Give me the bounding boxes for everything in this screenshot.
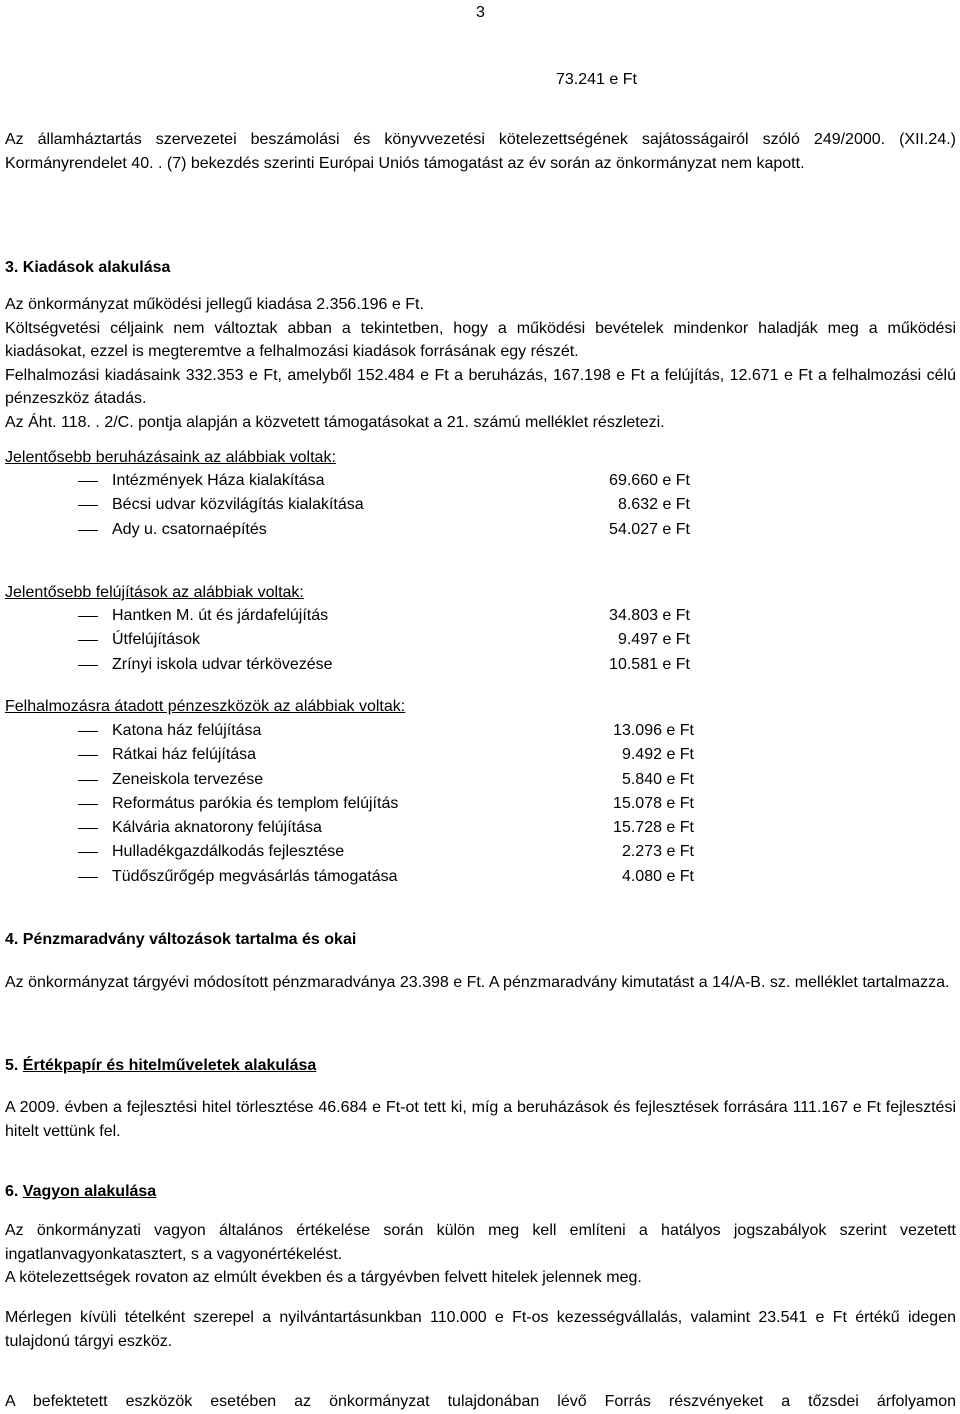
list-item: Ady u. csatornaépítés 54.027 e Ft	[5, 518, 956, 542]
list-item: Intézmények Háza kialakítása 69.660 e Ft	[5, 469, 956, 493]
list-item: Református parókia és templom felújítás 15.078 e Ft	[5, 792, 956, 816]
list-item: Útfelújítások 9.497 e Ft	[5, 628, 956, 652]
transfers-list	[5, 719, 956, 889]
liabilities-line: A kötelezettségek rovaton az elmúlt években és a tárgyévben felvett hitelek jelennek meg.	[5, 1269, 642, 1286]
section-6-body	[5, 1219, 956, 1290]
dash-bullet	[78, 616, 98, 617]
list-item: Bécsi udvar közvilágítás kialakítása 8.632 e Ft	[5, 493, 956, 517]
renovations-list	[5, 604, 956, 677]
dash-bullet	[78, 640, 98, 641]
dash-bullet	[78, 505, 98, 506]
investments-list	[5, 469, 956, 542]
valuation-paragraph: Az önkormányzati vagyon általános értékelése során külön meg kell említeni a hatályos jogszabályok szerint vezetett ingatlanvagyonkatasztert, s a vagyonértékelést.	[5, 1222, 956, 1263]
aht-reference-line: Az Áht. 118. . 2/C. pontja alapján a közvetett támogatásokat a 21. számú melléklet részletezi.	[5, 413, 665, 431]
operating-expense-line: Az önkormányzat működési jellegű kiadása 2.356.196 e Ft.	[5, 296, 424, 313]
list-item: Zeneiskola tervezése 5.840 e Ft	[5, 768, 956, 792]
dash-bullet	[78, 665, 98, 666]
list-item: Hulladékgazdálkodás fejlesztése 2.273 e Ft	[5, 840, 956, 864]
section-3-heading: 3. Kiadások alakulása	[5, 259, 171, 276]
section-4-heading: 4. Pénzmaradvány változások tartalma és okai	[5, 931, 357, 948]
dash-bullet	[78, 481, 98, 482]
budget-goals-paragraph: Költségvetési céljaink nem változtak abban a tekintetben, hogy a működési bevételek mindenkor haladják meg a működési kiadásokat, ezzel is megteremtve a felhalmozási kiadások forrásának egy részét.	[5, 319, 956, 360]
dash-bullet	[78, 877, 98, 878]
dash-bullet	[78, 780, 98, 781]
section-6-heading: 6. Vagyon alakulása	[5, 1183, 157, 1200]
list-item: Zrínyi iskola udvar térkövezése 10.581 e Ft	[5, 653, 956, 677]
dash-bullet	[78, 530, 98, 531]
section-5-heading: 5. Értékpapír és hitelműveletek alakulása	[5, 1057, 317, 1074]
top-amount: 73.241 e Ft	[556, 71, 637, 88]
list-item: Tüdőszűrőgép megvásárlás támogatása 4.080 e Ft	[5, 865, 956, 889]
investments-title: Jelentősebb beruházásaink az alábbiak voltak:	[5, 449, 336, 466]
list-item: Katona ház felújítása 13.096 e Ft	[5, 719, 956, 743]
list-item: Kálvária aknatorony felújítása 15.728 e Ft	[5, 816, 956, 840]
capital-expense-paragraph: Felhalmozási kiadásaink 332.353 e Ft, amelyből 152.484 e Ft a beruházás, 167.198 e Ft a felújítás, 12.671 e Ft a felhalmozási célú pénzeszköz átadás.	[5, 366, 956, 407]
renovations-title: Jelentősebb felújítások az alábbiak voltak:	[5, 584, 304, 601]
off-balance-paragraph: Mérlegen kívüli tételként szerepel a nyilvántartásunkban 110.000 e Ft-os kezességvállalás, valamint 23.541 e Ft értékű idegen tulajdonú tárgyi eszköz.	[5, 1309, 956, 1350]
transfers-title: Felhalmozásra átadott pénzeszközök az alábbiak voltak:	[5, 698, 406, 715]
list-item: Rátkai ház felújítása 9.492 e Ft	[5, 743, 956, 767]
investments-valuation-paragraph: A befektetett eszközök esetében az önkormányzat tulajdonában lévő Forrás részvényeket a tőzsdei árfolyamon	[5, 1393, 956, 1410]
section-3-body	[5, 293, 956, 434]
page-number: 3	[476, 4, 485, 21]
dash-bullet	[78, 828, 98, 829]
dash-bullet	[78, 755, 98, 756]
intro-paragraph: Az államháztartás szervezetei beszámolási és könyvvezetési kötelezettségének sajátosságairól szóló 249/2000. (XII.24.) Kormányrendelet 40. . (7) bekezdés szerinti Európai Uniós támogatást az év során az önkormányzat nem kapott.	[5, 131, 956, 172]
section-5-body: A 2009. évben a fejlesztési hitel törlesztése 46.684 e Ft-ot tett ki, míg a beruházások és fejlesztések forrására 111.167 e Ft fejlesztési hitelt vettünk fel.	[5, 1099, 956, 1140]
dash-bullet	[78, 852, 98, 853]
dash-bullet	[78, 731, 98, 732]
list-item: Hantken M. út és járdafelújítás 34.803 e Ft	[5, 604, 956, 628]
section-4-body: Az önkormányzat tárgyévi módosított pénzmaradványa 23.398 e Ft. A pénzmaradvány kimutatást a 14/A-B. sz. melléklet tartalmazza.	[5, 974, 950, 991]
dash-bullet	[78, 804, 98, 805]
